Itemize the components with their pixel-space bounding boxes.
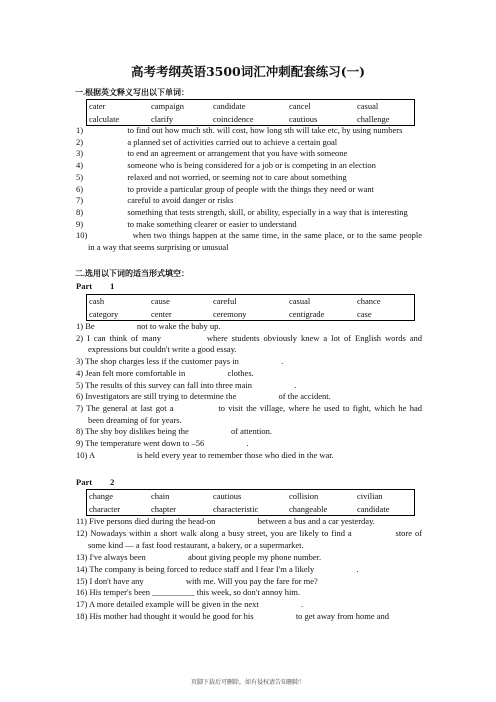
item-first-line (76, 391, 422, 403)
fill-in-item (76, 576, 422, 588)
answer-blank (316, 571, 354, 572)
fill-in-item (76, 611, 422, 623)
sentence-before-blank: A (89, 449, 95, 460)
fill-in-item (76, 587, 422, 599)
item-first-line (76, 516, 422, 528)
item-first-line (76, 564, 422, 576)
word-bank-word: cater (89, 101, 106, 111)
word-bank-word: careful (213, 296, 237, 306)
word-bank-word: casual (357, 101, 379, 111)
answer-blank (165, 340, 203, 341)
item-number: 13) (76, 551, 88, 562)
definition-item (76, 195, 422, 207)
word-bank-word: case (357, 308, 372, 319)
item-continuation-line: in a way that seems surprising or unusual (88, 242, 229, 253)
answer-blank (241, 363, 279, 364)
item-number: 1) (76, 125, 84, 135)
answer-blank (85, 202, 125, 203)
word-bank-row (87, 308, 414, 321)
section-1-word-bank (86, 99, 415, 126)
word-bank-word: coincidence (213, 113, 254, 124)
definition-item (76, 160, 422, 172)
fill-in-item (76, 528, 422, 552)
answer-blank (85, 191, 125, 192)
sentence-before-blank: Investigators are still trying to determine the (85, 391, 237, 402)
answer-blank (254, 387, 292, 388)
item-number: 5) (76, 171, 84, 182)
sentence-after-blank: . (300, 599, 304, 610)
item-number: 8) (76, 206, 84, 217)
sentence-after-blank: to get away from home and (295, 611, 390, 622)
item-number: 1) (76, 321, 84, 331)
fill-in-item (76, 426, 422, 438)
item-number: 11) (76, 516, 88, 526)
item-first-line (76, 230, 422, 242)
answer-blank (85, 167, 125, 168)
item-number: 17) (76, 599, 88, 610)
definition-item (76, 172, 422, 184)
word-bank-word: challenge (357, 113, 390, 124)
part-1-word-bank (86, 294, 415, 321)
word-bank-word: character (89, 503, 121, 514)
answer-blank (148, 559, 186, 560)
item-first-line (76, 219, 422, 231)
item-number: 18) (76, 611, 88, 622)
fill-in-item (76, 599, 422, 611)
answer-blank (187, 375, 225, 376)
sentence-after-blank: of the accident. (278, 391, 331, 402)
definition-item (76, 207, 422, 219)
item-first-line (76, 368, 422, 380)
definition-text: someone who is being considered for a job or is competing in an election (127, 160, 376, 171)
word-bank-word: chance (357, 296, 381, 306)
sentence-before-blank: Five persons died during the head-on (89, 516, 216, 526)
page-footer: 页脚下载后可删除，如有侵权请告知删除！ (190, 679, 305, 686)
sentence-before-blank: I can think of many (87, 332, 161, 343)
item-first-line (76, 450, 422, 462)
word-bank-word: chain (151, 491, 170, 501)
definition-item (76, 230, 422, 253)
section-1-heading: 一.根据英文释义写出以下单词： (75, 88, 189, 97)
word-bank-word: calculate (89, 113, 120, 124)
word-bank-word: characteristic (213, 503, 259, 514)
word-bank-word: clarify (151, 113, 174, 124)
answer-blank (97, 457, 135, 458)
item-number: 4) (76, 367, 84, 378)
answer-blank (85, 155, 125, 156)
word-bank-word: cautious (289, 113, 318, 124)
item-first-line (76, 587, 422, 599)
part-2-word-bank (86, 489, 415, 516)
sentence-before-blank: Be (85, 321, 95, 331)
sentence-after-blank: of attention. (230, 426, 273, 437)
sentence-before-blank: The shy boy dislikes being the (85, 426, 189, 437)
fill-in-item (76, 552, 422, 564)
sentence-after-blank: to visit the village, where he used to fight, which he had (218, 402, 422, 413)
part-1-exercise-list (76, 321, 422, 461)
sentence-after-blank: between a bus and a car yesterday. (257, 516, 375, 526)
fill-in-item (76, 438, 422, 450)
definition-text: careful to avoid danger or risks (127, 195, 234, 206)
item-first-line (76, 148, 422, 160)
fill-in-item (76, 403, 422, 426)
item-number: 6) (76, 183, 84, 194)
item-continuation-line: some kind — a fast food restaurant, a bakery, or a supermarket. (88, 539, 304, 550)
item-first-line (76, 576, 422, 588)
item-first-line (76, 426, 422, 438)
sentence-after-blank: is held every year to remember those who died in the war. (136, 449, 334, 460)
sentence-before-blank: The temperature went down to –56 (85, 438, 205, 449)
item-number: 2) (76, 332, 84, 343)
sentence-before-blank: The results of this survey can fall into three main (85, 379, 252, 390)
sentence-before-blank: His temper's been __________ this week, so don't annoy him. (89, 587, 301, 598)
answer-blank (191, 433, 229, 434)
fill-in-item (76, 356, 422, 368)
item-number: 7) (76, 402, 84, 413)
definition-text: to find out how much sth. will cost, how long sth will take etc, by using numbers (127, 125, 403, 135)
definition-text: relaxed and not worried, or seeming not to care about something (127, 171, 347, 182)
item-first-line (76, 528, 422, 540)
sentence-before-blank: A more detailed example will be given in the next (89, 599, 259, 610)
answer-blank (85, 214, 125, 215)
item-first-line (76, 137, 422, 149)
word-bank-word: cash (89, 296, 105, 306)
answer-blank (261, 606, 299, 607)
item-number: 4) (76, 160, 84, 171)
sentence-after-blank: clothes. (227, 367, 254, 378)
item-number: 14) (76, 563, 88, 574)
item-first-line (76, 599, 422, 611)
item-first-line (76, 184, 422, 196)
word-bank-word: cancel (289, 101, 311, 111)
section-2-heading: 二.选用以下词的适当形式填空： (75, 269, 189, 278)
item-number: 5) (76, 379, 84, 390)
word-bank-word: candidate (213, 101, 246, 111)
item-first-line (76, 125, 422, 137)
answer-blank (206, 445, 244, 446)
word-bank-word: change (89, 491, 114, 501)
word-bank-row (87, 503, 414, 516)
answer-blank (256, 618, 294, 619)
item-number: 10) (76, 230, 88, 241)
fill-in-item (76, 516, 422, 528)
item-number: 2) (76, 136, 84, 147)
sentence-after-blank: with me. Will you pay the fare for me? (185, 575, 318, 586)
word-bank-word: collision (289, 491, 319, 501)
item-first-line (76, 333, 422, 345)
definition-text: to end an agreement or arrangement that you have with someone (127, 148, 348, 159)
answer-blank (146, 583, 184, 584)
sentence-after-blank: . (294, 379, 297, 390)
word-bank-word: casual (289, 296, 311, 306)
word-bank-row (87, 100, 414, 113)
definition-text: when two things happen at the same time, in the same place, or to the same people (132, 230, 423, 241)
page-title: 高考考纲英语3500词汇冲刺配套练习(一) (130, 64, 366, 79)
item-first-line (76, 438, 422, 450)
sentence-before-blank: The company is being forced to reduce staff and I fear I'm a likely (89, 563, 315, 574)
item-number: 8) (76, 426, 84, 437)
sentence-before-blank: Nowadays within a short walk along a busy street, you are likely to find a (90, 527, 352, 538)
item-first-line (76, 207, 422, 219)
answer-blank (90, 237, 130, 238)
sentence-before-blank: I've always been (89, 551, 146, 562)
item-number: 12) (76, 527, 88, 538)
item-first-line (76, 321, 422, 333)
word-bank-row (87, 113, 414, 126)
sentence-before-blank: The shop charges less if the customer pays in (85, 356, 239, 367)
fill-in-item (76, 391, 422, 403)
definition-item (76, 148, 422, 160)
definition-item (76, 184, 422, 196)
sentence-before-blank: His mother had thought it would be good for his (89, 611, 254, 622)
item-number: 10) (76, 449, 88, 460)
word-bank-word: changeable (289, 503, 328, 514)
definition-list (76, 125, 422, 254)
fill-in-item (76, 380, 422, 392)
word-bank-word: ceremony (213, 308, 247, 319)
part-2-exercise-list (76, 516, 422, 623)
answer-blank (85, 179, 125, 180)
sentence-before-blank: The general at last got a (86, 402, 174, 413)
word-bank-word: center (151, 308, 172, 319)
answer-blank (97, 328, 135, 329)
item-first-line (76, 611, 422, 623)
fill-in-item (76, 368, 422, 380)
sentence-after-blank: store of (395, 527, 423, 538)
item-first-line (76, 356, 422, 368)
sentence-after-blank: where students obviously knew a lot of English words and (206, 332, 423, 343)
item-number: 15) (76, 575, 88, 586)
item-number: 9) (76, 438, 84, 449)
fill-in-item (76, 564, 422, 576)
item-number: 9) (76, 218, 84, 229)
sentence-after-blank: . (356, 563, 359, 574)
definition-item (76, 125, 422, 137)
item-first-line (76, 160, 422, 172)
item-continuation-line: been dreaming of for years. (88, 414, 182, 425)
answer-blank (238, 398, 276, 399)
sentence-before-blank: Jean felt more comfortable in (85, 367, 186, 378)
fill-in-item (76, 333, 422, 356)
item-first-line (76, 380, 422, 392)
definition-text: something that tests strength, skill, or ability, especially in a way that is interesting (127, 206, 408, 217)
sentence-after-blank: about giving people my phone number. (188, 551, 322, 562)
sentence-after-blank: . (246, 438, 249, 449)
item-number: 7) (76, 195, 84, 206)
definition-item (76, 137, 422, 149)
answer-blank (85, 226, 125, 227)
answer-blank (177, 410, 215, 411)
item-number: 3) (76, 356, 84, 367)
word-bank-word: centigrade (289, 308, 325, 319)
answer-blank (85, 132, 125, 133)
item-first-line (76, 552, 422, 564)
word-bank-word: category (89, 308, 119, 319)
word-bank-row (87, 490, 414, 503)
word-bank-word: cause (151, 296, 170, 306)
sentence-after-blank: . (281, 356, 284, 367)
part-2-label: Part 2 (76, 477, 115, 487)
part-1-label: Part 1 (76, 281, 115, 291)
word-bank-word: civilian (357, 491, 383, 501)
word-bank-word: campaign (151, 101, 185, 111)
definition-text: to make something clearer or easier to understand (127, 218, 297, 229)
sentence-before-blank: I don't have any (89, 575, 144, 586)
answer-blank (355, 535, 393, 536)
item-continuation-line: expressions but couldn't write a good essay. (88, 344, 237, 355)
word-bank-row (87, 295, 414, 308)
item-first-line (76, 195, 422, 207)
word-bank-word: cautious (213, 491, 242, 501)
item-number: 3) (76, 148, 84, 159)
word-bank-word: candidate (357, 503, 390, 514)
item-number: 16) (76, 587, 88, 598)
answer-blank (85, 144, 125, 145)
fill-in-item (76, 450, 422, 462)
fill-in-item (76, 321, 422, 333)
answer-blank (218, 523, 256, 524)
sentence-after-blank: not to wake the baby up. (136, 321, 221, 331)
definition-text: to provide a particular group of people with the things they need or want (127, 183, 375, 194)
item-first-line (76, 403, 422, 415)
item-number: 6) (76, 391, 84, 402)
word-bank-word: chapter (151, 503, 177, 514)
item-first-line (76, 172, 422, 184)
definition-text: a planned set of activities carried out to achieve a certain goal (127, 136, 338, 147)
definition-item (76, 219, 422, 231)
